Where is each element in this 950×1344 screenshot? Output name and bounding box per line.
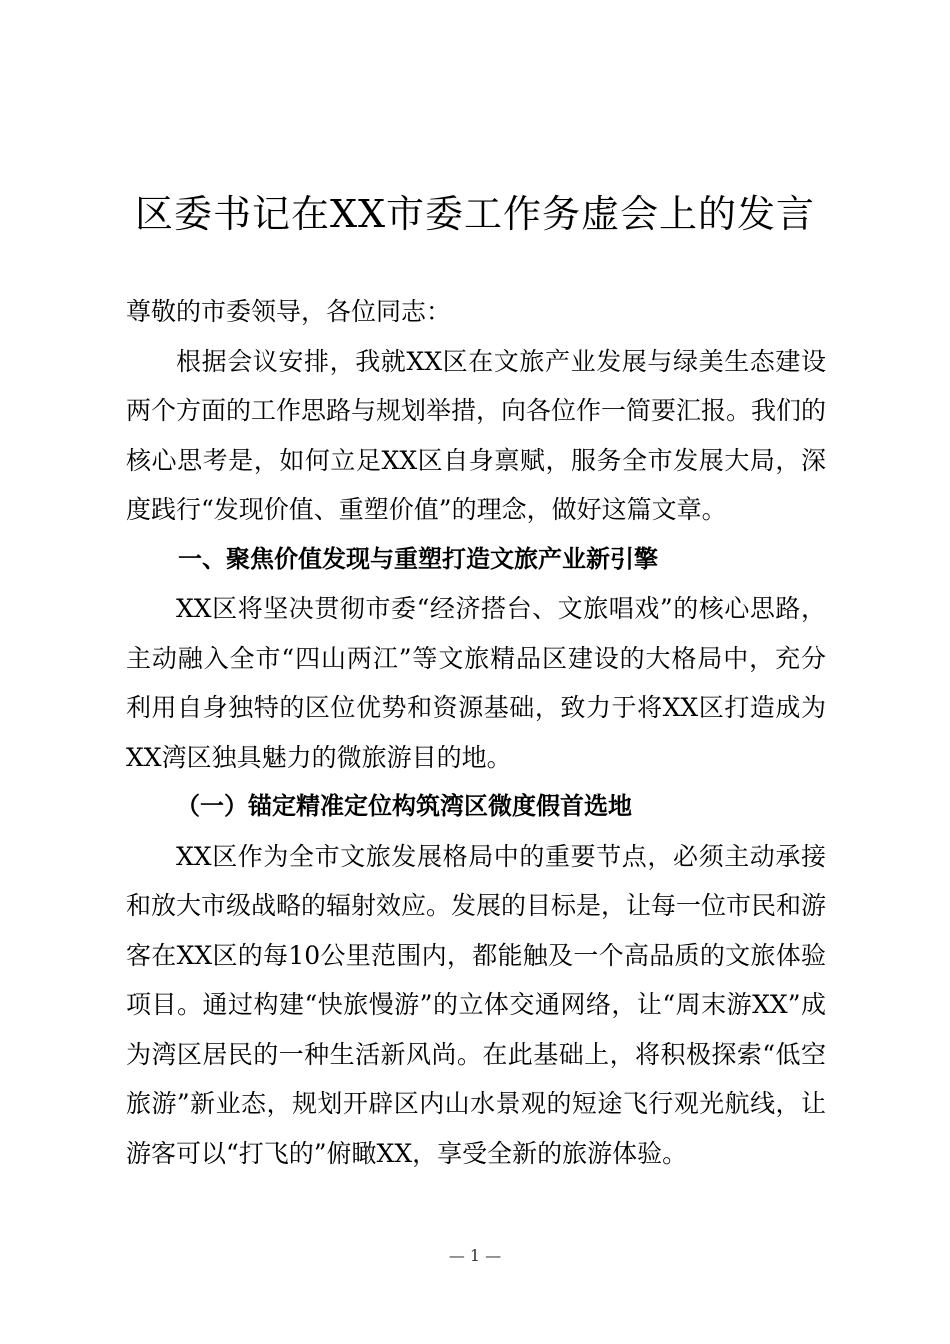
document-body xyxy=(126,287,826,1178)
section-heading-1: 一、聚焦价值发现与重塑打造文旅产业新引擎 xyxy=(178,544,658,573)
subsection-heading-1-1: （一）锚定精准定位构筑湾区微度假首选地 xyxy=(176,792,632,820)
intro-paragraph: 根据会议安排，我就XX区在文旅产业发展与绿美生态建设两个方面的工作思路与规划举措，向各位作一简要汇报。我们的核心思考是，如何立足XX区自身禀赋，服务全市发展大局，深度践行“发现价值、重塑价值”的理念，做好这篇文章。 xyxy=(126,346,827,524)
document-title: 区委书记在XX市委工作务虚会上的发言 xyxy=(134,192,816,236)
page-number: — 1 — xyxy=(448,1246,502,1265)
subsection-1-1-paragraph: XX区作为全市文旅发展格局中的重要节点，必须主动承接和放大市级战略的辐射效应。发展的目标是，让每一位市民和游客在XX区的每10公里范围内，都能触及一个高品质的文旅体验项目。通过构建“快旅慢游”的立体交通网络，让“周末游XX”成为湾区居民的一种生活新风尚。在此基础上，将积极探索“低空旅游”新业态，规划开辟区内山水景观的短途飞行观光航线，让游客可以“打飞的”俯瞰XX，享受全新的旅游体验。 xyxy=(126,841,827,1168)
salutation: 尊敬的市委领导，各位同志： xyxy=(126,297,452,326)
section-1-paragraph: XX区将坚决贯彻市委“经济搭台、文旅唱戏”的核心思路，主动融入全市“四山两江”等文旅精品区建设的大格局中，充分利用自身独特的区位优势和资源基础，致力于将XX区打造成为XX湾区独具魅力的微旅游目的地。 xyxy=(126,594,826,772)
